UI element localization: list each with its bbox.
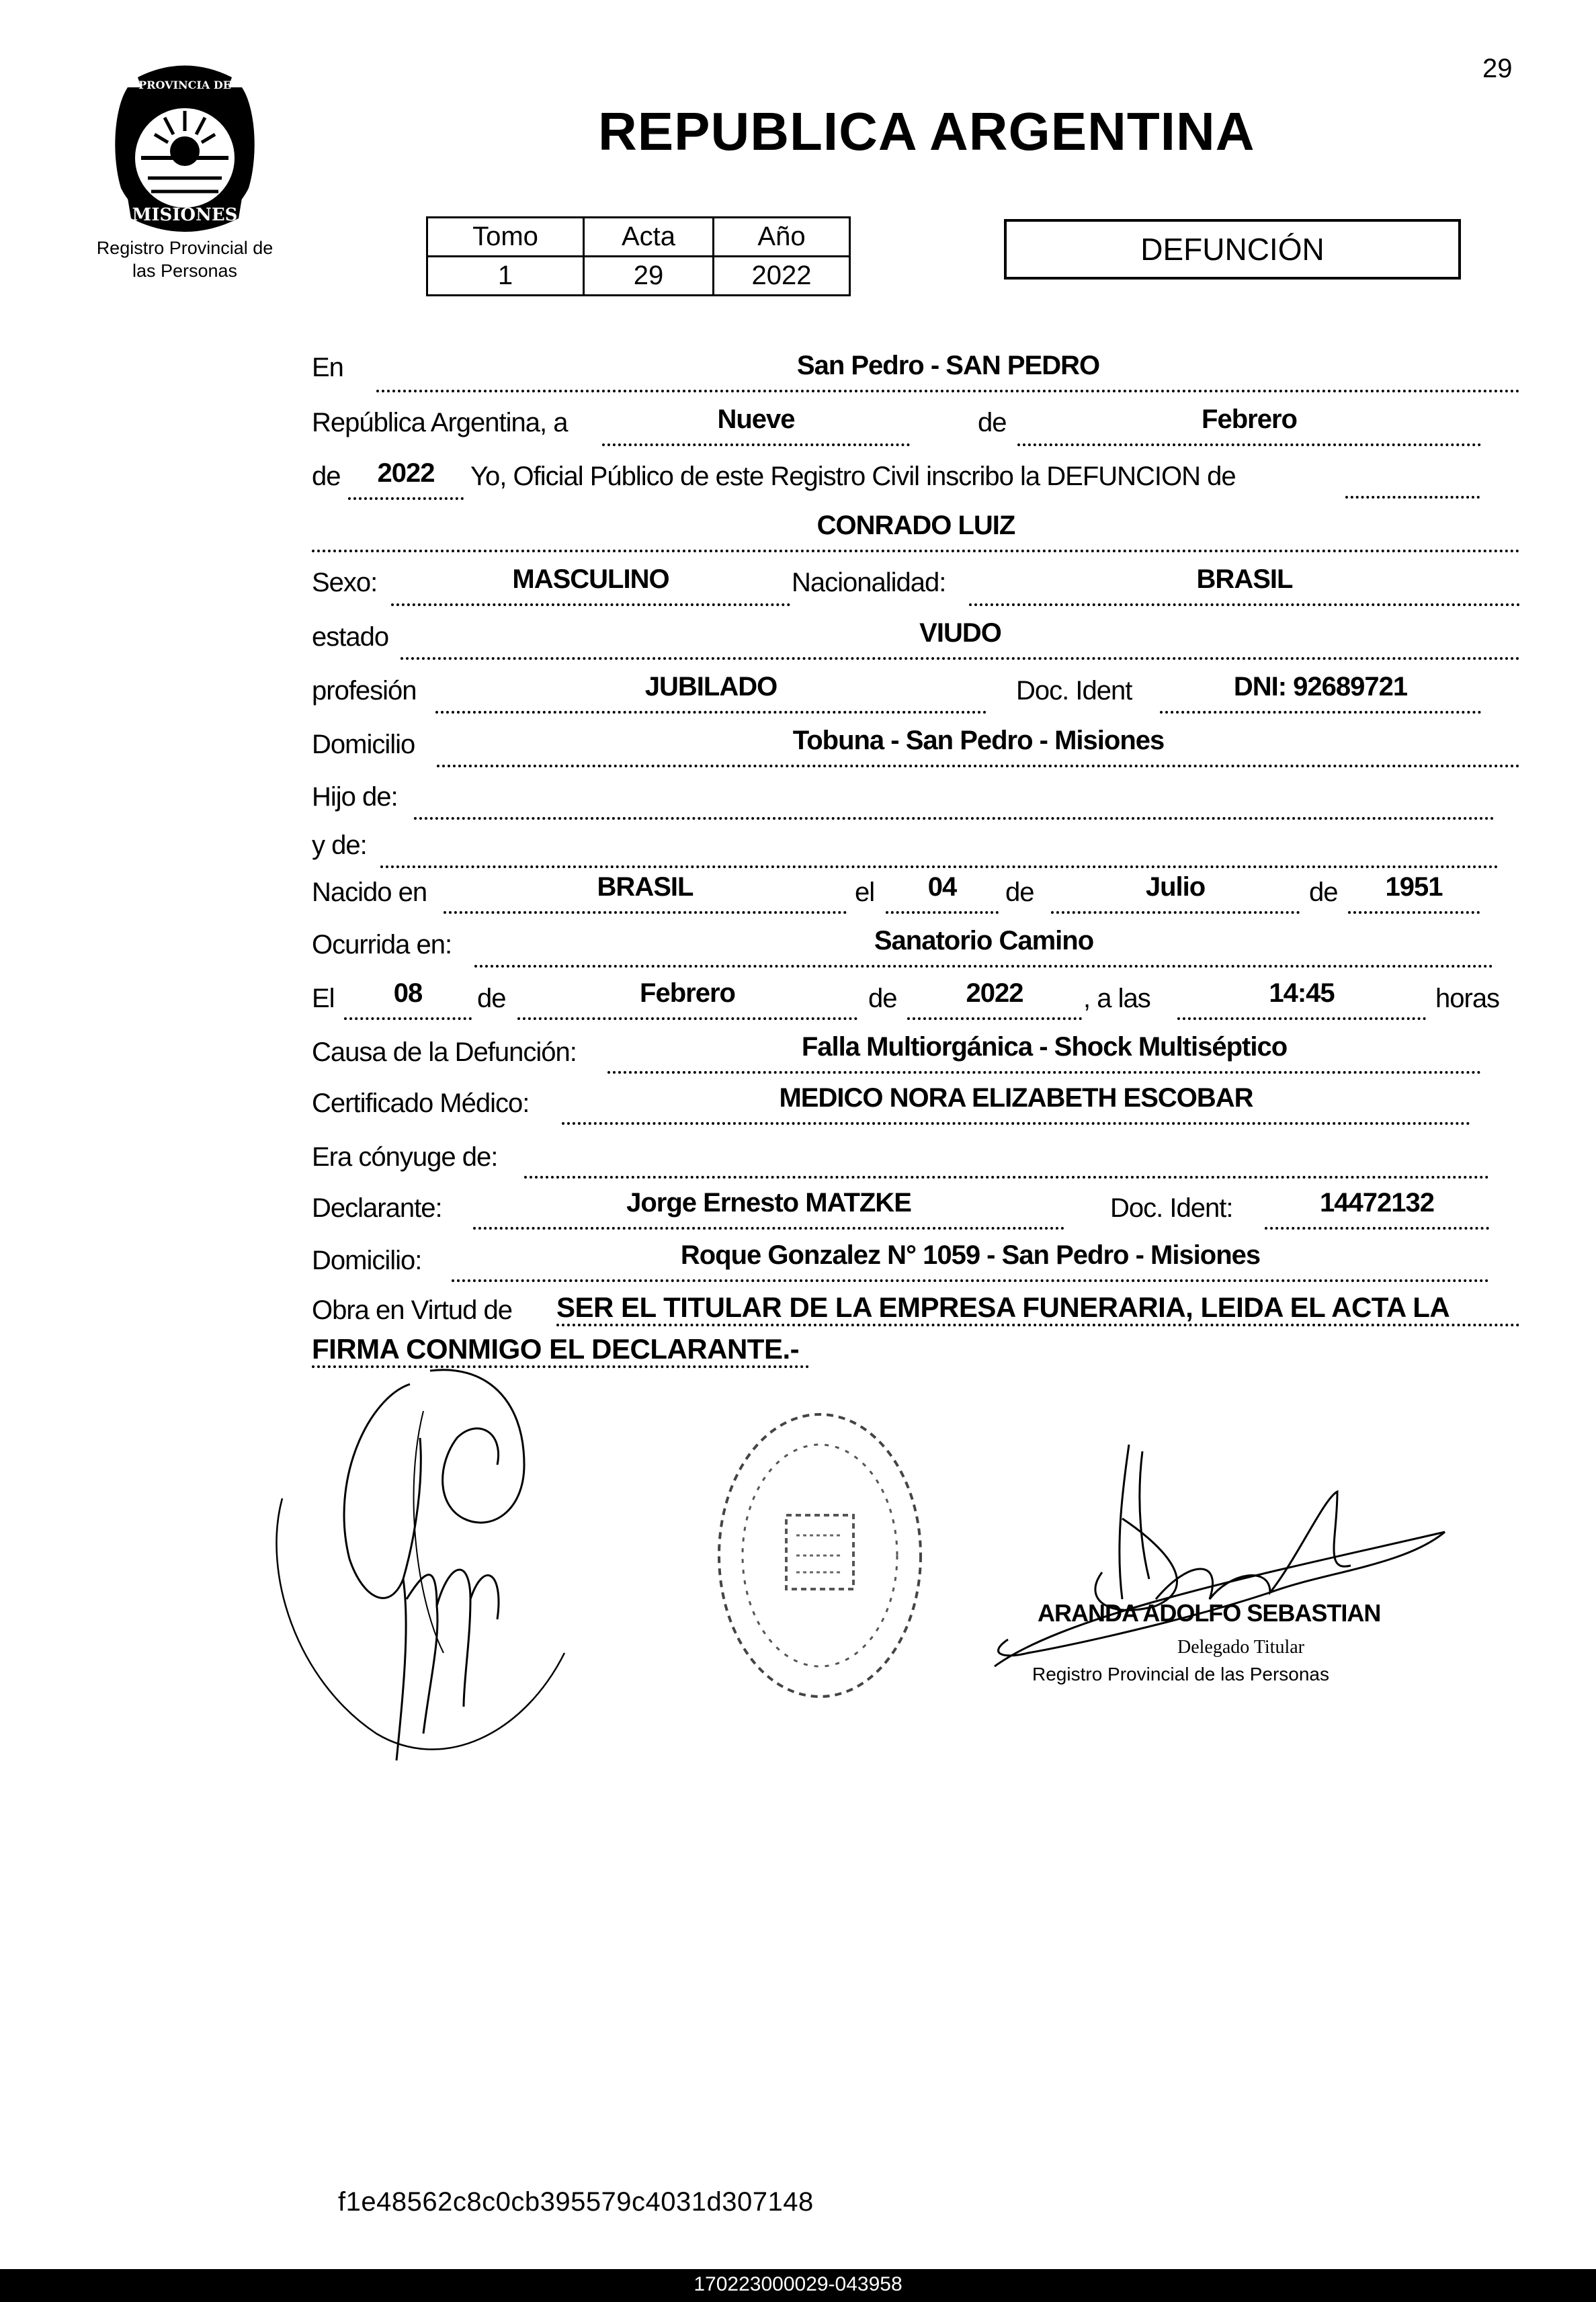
table-header-row xyxy=(427,218,850,257)
tomo-value: 1 xyxy=(427,257,584,296)
label-y-de: y de: xyxy=(312,830,367,860)
field-domicilio: Tobuna - San Pedro - Misiones xyxy=(437,726,1520,767)
label-de-1: de xyxy=(978,408,1007,437)
registry-name xyxy=(74,237,296,282)
label-doc-ident-declarante: Doc. Ident: xyxy=(1110,1193,1233,1223)
label-doc-ident: Doc. Ident xyxy=(1016,676,1132,706)
label-sexo: Sexo: xyxy=(312,568,378,597)
field-def-mes: Febrero xyxy=(517,978,857,1020)
field-hijo-de xyxy=(414,778,1495,820)
ano-value: 2022 xyxy=(714,257,850,296)
field-conyuge xyxy=(524,1137,1489,1179)
field-y-de xyxy=(380,826,1499,868)
label-hijo-de: Hijo de: xyxy=(312,782,398,812)
field-nacido-en: BRASIL xyxy=(444,872,847,914)
field-doc-ident: DNI: 92689721 xyxy=(1160,672,1481,714)
label-obra: Obra en Virtud de xyxy=(312,1295,513,1325)
svg-text:MISIONES: MISIONES xyxy=(132,205,238,225)
field-def-hora: 14:45 xyxy=(1177,978,1426,1020)
field-nac-dia: 04 xyxy=(886,872,999,914)
signer-role: Delegado Titular xyxy=(1177,1637,1304,1658)
label-el-nac: el xyxy=(855,878,875,907)
field-sexo: MASCULINO xyxy=(391,564,790,606)
label-declarante: Declarante: xyxy=(312,1193,442,1223)
label-de-nac-1: de xyxy=(1005,878,1034,907)
field-nac-mes: Julio xyxy=(1051,872,1300,914)
field-continuation-blank xyxy=(1345,496,1480,499)
label-de-def-2: de xyxy=(868,984,897,1013)
label-a-las: , a las xyxy=(1083,984,1150,1013)
field-declarante-doc: 14472132 xyxy=(1265,1188,1489,1230)
label-estado: estado xyxy=(312,622,389,652)
official-stamp xyxy=(709,1401,931,1710)
label-el-def: El xyxy=(312,984,335,1013)
label-de-2: de xyxy=(312,462,341,491)
label-horas: horas xyxy=(1435,984,1500,1013)
table-value-row xyxy=(427,257,850,296)
field-nacionalidad: BRASIL xyxy=(969,564,1520,606)
label-republica: República Argentina, a xyxy=(312,408,568,437)
field-dia-letras: Nueve xyxy=(602,404,910,446)
signer-office: Registro Provincial de las Personas xyxy=(1032,1664,1329,1685)
page-title: REPUBLICA ARGENTINA xyxy=(598,101,1255,161)
barcode-bar: 170223000029-043958 xyxy=(0,2269,1596,2302)
svg-text:PROVINCIA DE: PROVINCIA DE xyxy=(138,79,231,91)
field-obra-line-1: SER EL TITULAR DE LA EMPRESA FUNERARIA, LEIDA EL ACTA LA xyxy=(556,1291,1520,1326)
acta-header: Acta xyxy=(584,218,714,257)
declarant-signature xyxy=(269,1357,618,1787)
label-nacionalidad: Nacionalidad: xyxy=(792,568,946,597)
label-de-nac-2: de xyxy=(1309,878,1338,907)
field-def-anio: 2022 xyxy=(907,978,1082,1020)
field-estado: VIUDO xyxy=(401,618,1520,660)
label-en: En xyxy=(312,353,343,382)
label-ocurrida-en: Ocurrida en: xyxy=(312,930,452,960)
label-certificado: Certificado Médico: xyxy=(312,1089,530,1118)
label-causa: Causa de la Defunción: xyxy=(312,1037,577,1067)
field-declarante-domicilio: Roque Gonzalez N° 1059 - San Pedro - Misiones xyxy=(452,1240,1489,1282)
field-causa: Falla Multiorgánica - Shock Multiséptico xyxy=(607,1032,1481,1074)
province-seal-logo xyxy=(101,60,269,235)
label-domicilio: Domicilio xyxy=(312,730,415,759)
acta-value: 29 xyxy=(584,257,714,296)
registry-line-1: Registro Provincial de xyxy=(96,238,274,258)
field-nombre: CONRADO LUIZ xyxy=(312,511,1520,552)
page-number: 29 xyxy=(1482,54,1513,83)
label-profesion: profesión xyxy=(312,676,417,706)
label-yo-oficial: Yo, Oficial Público de este Registro Civil inscribo la DEFUNCION de xyxy=(470,462,1236,491)
field-declarante: Jorge Ernesto MATZKE xyxy=(473,1188,1064,1230)
registry-line-2: las Personas xyxy=(132,261,238,281)
field-mes: Febrero xyxy=(1017,404,1481,446)
field-anio: 2022 xyxy=(348,458,464,500)
field-obra-line-2: FIRMA CONMIGO EL DECLARANTE.- xyxy=(312,1333,809,1368)
field-nac-anio: 1951 xyxy=(1348,872,1480,914)
record-type-box: DEFUNCIÓN xyxy=(1004,219,1461,280)
field-def-dia: 08 xyxy=(344,978,472,1020)
tomo-header: Tomo xyxy=(427,218,584,257)
label-domicilio-declarante: Domicilio: xyxy=(312,1246,422,1275)
tomo-acta-ano-table xyxy=(426,216,851,296)
field-profesion: JUBILADO xyxy=(435,672,986,714)
label-conyuge: Era cónyuge de: xyxy=(312,1142,498,1172)
ano-header: Año xyxy=(714,218,850,257)
label-de-def-1: de xyxy=(477,984,506,1013)
signer-name: ARANDA ADOLFO SEBASTIAN xyxy=(1038,1599,1381,1627)
label-nacido-en: Nacido en xyxy=(312,878,427,907)
field-lugar: San Pedro - SAN PEDRO xyxy=(376,351,1520,392)
field-certificado: MEDICO NORA ELIZABETH ESCOBAR xyxy=(562,1083,1470,1125)
document-hash: f1e48562c8c0cb395579c4031d307148 xyxy=(338,2187,814,2217)
field-ocurrida-en: Sanatorio Camino xyxy=(474,926,1493,968)
